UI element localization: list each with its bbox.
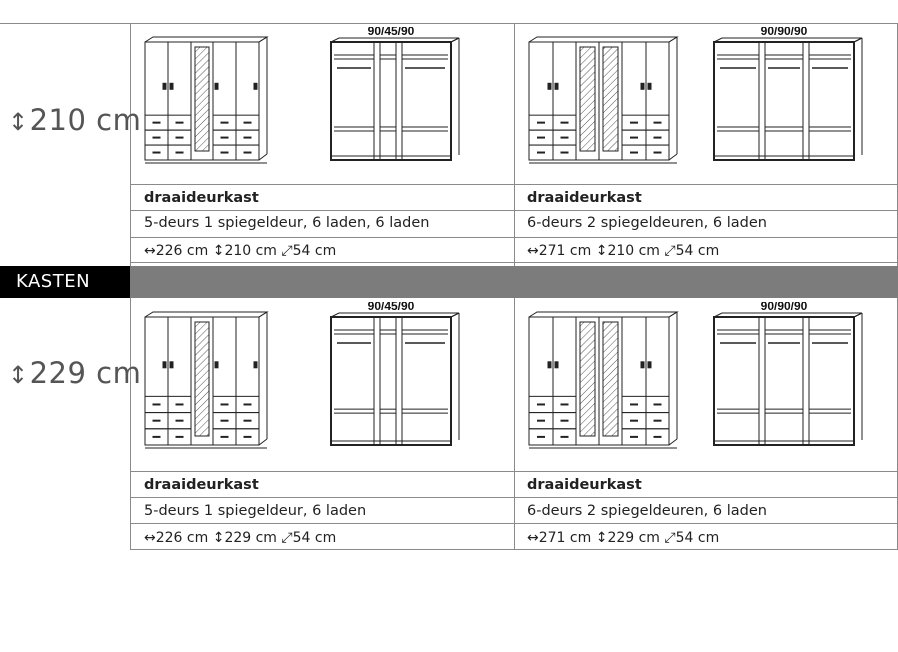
- drawing-line: [259, 37, 267, 42]
- door-handle: [648, 83, 651, 89]
- door-handle: [163, 362, 166, 368]
- drawing-line: [854, 313, 862, 317]
- height-arrow-icon: ↕: [212, 530, 225, 546]
- height-arrow-icon: ↕: [8, 361, 29, 389]
- wardrobe-drawing-6door: [519, 302, 894, 467]
- cabinet-door: [168, 42, 191, 160]
- door-handle: [215, 83, 218, 89]
- cabinet-door: [529, 317, 553, 445]
- width-arrow-icon: ↔: [527, 243, 539, 259]
- cabinet-top: [529, 312, 677, 317]
- diagram-size-label: 90/45/90: [367, 302, 415, 313]
- drawing-line: [669, 312, 677, 317]
- grid-line: [514, 23, 515, 266]
- cabinet-interior: [331, 317, 451, 445]
- depth-arrow-icon: ⤢: [281, 530, 293, 546]
- divider: [396, 42, 402, 160]
- cabinet-door: [622, 317, 646, 445]
- cabinet-door: [236, 42, 259, 160]
- drawing-line: [259, 439, 267, 445]
- drawing-line: [854, 38, 862, 42]
- depth-arrow-icon: ⤢: [281, 243, 293, 259]
- product-description: 6-deurs 2 spiegeldeuren, 6 laden: [527, 503, 767, 519]
- drawing-line: [669, 37, 677, 42]
- grid-line: [130, 549, 898, 550]
- door-handle: [170, 362, 173, 368]
- divider: [803, 317, 809, 445]
- cabinet-door: [145, 317, 168, 445]
- grid-line: [514, 298, 515, 549]
- door-handle: [555, 362, 558, 368]
- mirror-door: [603, 47, 618, 151]
- cabinet-door: [646, 317, 669, 445]
- height-arrow-icon: ↕: [595, 243, 608, 259]
- door-handle: [254, 83, 257, 89]
- product-type: draaideurkast: [527, 190, 642, 206]
- product-description: 6-deurs 2 spiegeldeuren, 6 laden: [527, 215, 767, 231]
- height-row-label-210: ↕210 cm: [8, 103, 142, 137]
- cabinet-door: [213, 42, 236, 160]
- cabinet-interior: [331, 42, 451, 160]
- section-label: KASTEN: [0, 266, 130, 298]
- door-handle: [254, 362, 257, 368]
- drawing-line: [451, 38, 459, 42]
- width-arrow-icon: ↔: [527, 530, 539, 546]
- grid-line: [0, 23, 898, 24]
- mirror-door: [580, 322, 595, 436]
- door-handle: [648, 362, 651, 368]
- door-handle: [170, 83, 173, 89]
- divider: [374, 42, 380, 160]
- diagram-size-label: 90/45/90: [367, 27, 415, 38]
- wardrobe-drawing-5door: [135, 27, 510, 182]
- door-handle: [215, 362, 218, 368]
- cabinet-door: [236, 317, 259, 445]
- mirror-door: [195, 47, 209, 151]
- product-description: 5-deurs 1 spiegeldeur, 6 laden: [144, 503, 367, 519]
- divider: [803, 42, 809, 160]
- mirror-door: [580, 47, 595, 151]
- mirror-door: [603, 322, 618, 436]
- drawing-line: [669, 439, 677, 445]
- width-arrow-icon: ↔: [144, 243, 156, 259]
- cabinet-top: [529, 37, 677, 42]
- product-dimensions: ↔271 cm ↕229 cm ⤢54 cm: [527, 530, 720, 546]
- divider: [374, 317, 380, 445]
- cabinet-door: [168, 317, 191, 445]
- divider: [759, 317, 765, 445]
- wardrobe-drawing-5door: [135, 302, 510, 467]
- door-handle: [163, 83, 166, 89]
- door-handle: [641, 362, 644, 368]
- height-row-label-229: ↕229 cm: [8, 356, 142, 390]
- product-type: draaideurkast: [144, 477, 259, 493]
- depth-arrow-icon: ⤢: [664, 530, 676, 546]
- cabinet-door: [529, 42, 553, 160]
- depth-arrow-icon: ⤢: [664, 243, 676, 259]
- width-arrow-icon: ↔: [144, 530, 156, 546]
- cabinet-top: [145, 37, 267, 42]
- height-arrow-icon: ↕: [595, 530, 608, 546]
- mirror-door: [195, 322, 209, 436]
- divider: [396, 317, 402, 445]
- drawing-line: [669, 154, 677, 160]
- drawing-line: [451, 313, 459, 317]
- product-type: draaideurkast: [144, 190, 259, 206]
- cabinet-door: [646, 42, 669, 160]
- cabinet-interior: [714, 42, 854, 160]
- product-description: 5-deurs 1 spiegeldeur, 6 laden, 6 laden: [144, 215, 430, 231]
- cabinet-door: [145, 42, 168, 160]
- cabinet-door: [213, 317, 236, 445]
- product-dimensions: ↔226 cm ↕229 cm ⤢54 cm: [144, 530, 337, 546]
- drawing-line: [259, 312, 267, 317]
- grid-line: [130, 298, 131, 549]
- grid-line: [130, 23, 131, 266]
- height-arrow-icon: ↕: [8, 108, 29, 136]
- wardrobe-drawing-6door: [519, 27, 894, 182]
- section-bar: [0, 266, 898, 298]
- height-arrow-icon: ↕: [212, 243, 225, 259]
- door-handle: [548, 83, 551, 89]
- drawing-line: [259, 154, 267, 160]
- cabinet-top: [145, 312, 267, 317]
- door-handle: [641, 83, 644, 89]
- product-dimensions: ↔271 cm ↕210 cm ⤢54 cm: [527, 243, 720, 259]
- diagram-size-label: 90/90/90: [760, 27, 808, 38]
- door-handle: [555, 83, 558, 89]
- cabinet-door: [553, 42, 576, 160]
- cabinet-interior: [714, 317, 854, 445]
- product-dimensions: ↔226 cm ↕210 cm ⤢54 cm: [144, 243, 337, 259]
- door-handle: [548, 362, 551, 368]
- cabinet-door: [553, 317, 576, 445]
- diagram-size-label: 90/90/90: [760, 302, 808, 313]
- divider: [759, 42, 765, 160]
- cabinet-door: [622, 42, 646, 160]
- product-type: draaideurkast: [527, 477, 642, 493]
